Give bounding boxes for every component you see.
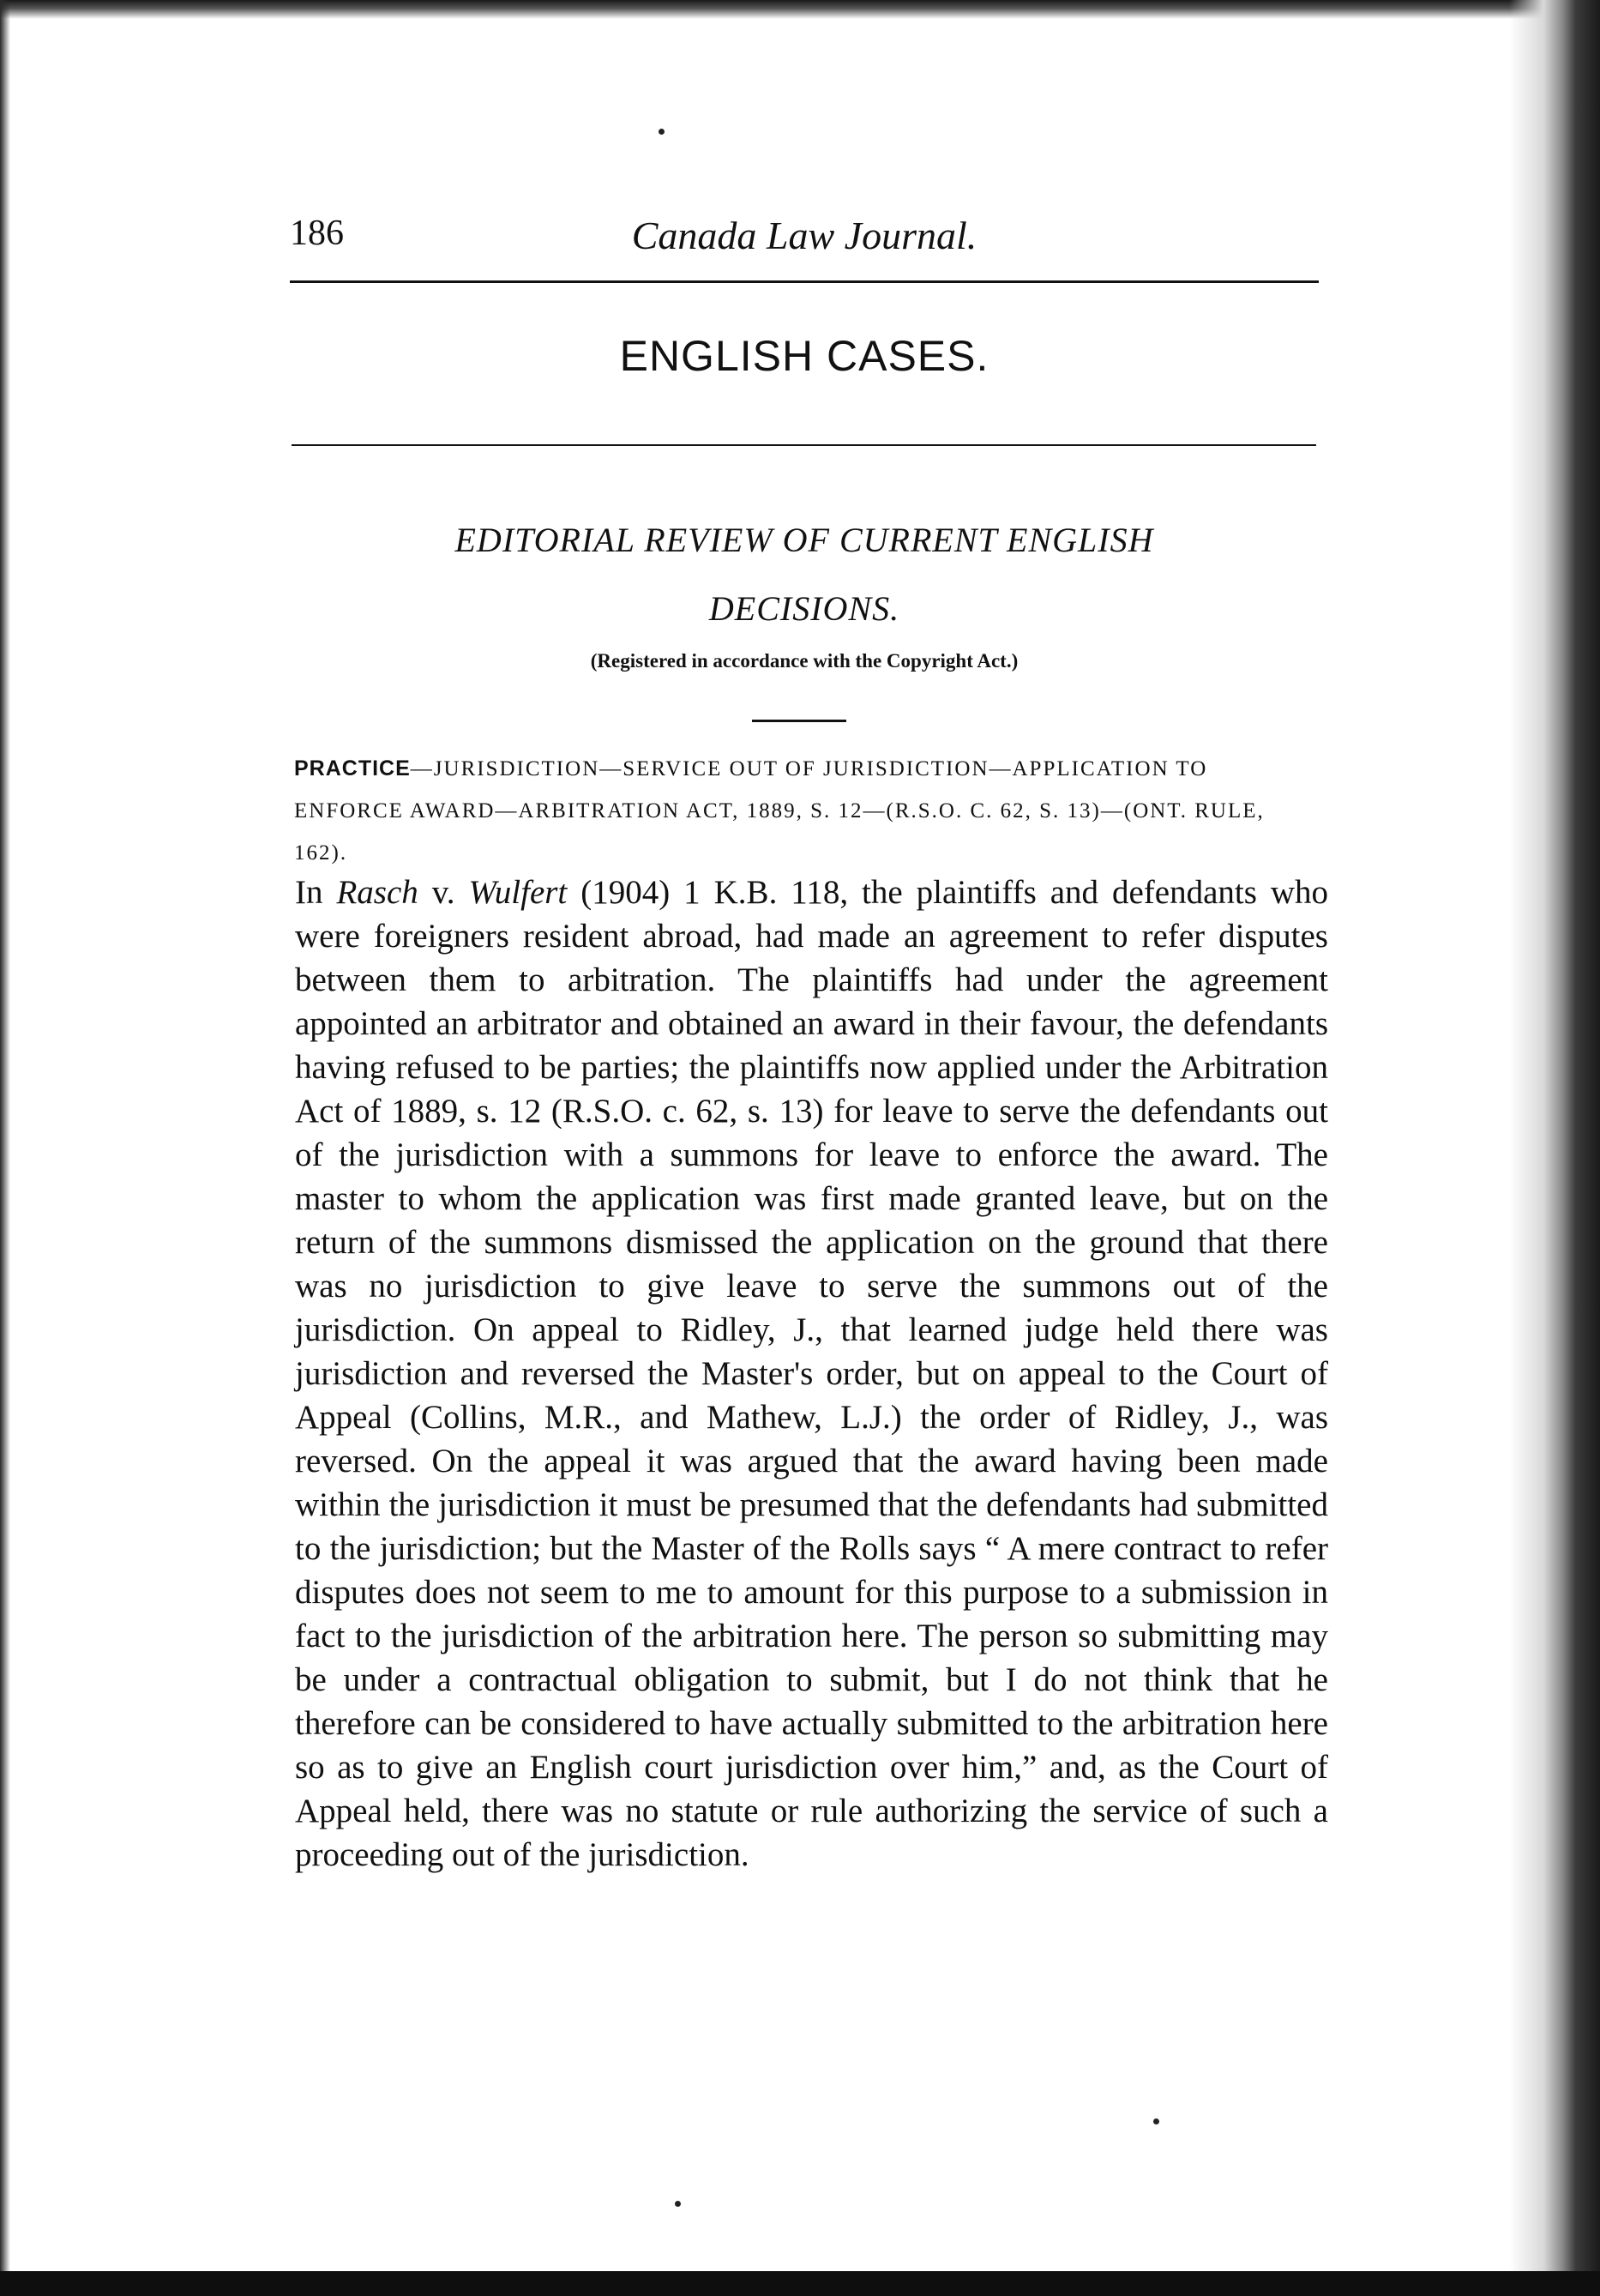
journal-title: Canada Law Journal. bbox=[631, 214, 977, 257]
editorial-title bbox=[290, 506, 1319, 643]
scan-speck bbox=[675, 2201, 681, 2207]
body-opening: In bbox=[295, 874, 323, 911]
editorial-title-line-1: EDITORIAL REVIEW OF CURRENT ENGLISH bbox=[454, 521, 1154, 559]
section-title: ENGLISH CASES. bbox=[619, 332, 989, 380]
headnote-lead: PRACTICE bbox=[294, 756, 411, 780]
header-rule bbox=[290, 280, 1319, 283]
case-plaintiff: Rasch bbox=[336, 874, 418, 911]
scan-speck bbox=[1153, 2118, 1159, 2124]
body-text: (1904) 1 K.B. 118, the plaintiffs and defendants who were foreigners resident abroad, had made an agreement to refer disputes between them to arbitration. The plaintiffs had under the agreement appointed an arbitrator and obtained an award in their favour, the defendants having refused to be parties; the plaintiffs now applied under the Arbitration Act of 1889, s. 12 (R.S.O. c. 62, s. 13) for leave to serve the defendants out of the jurisdiction with a summons for leave to enforce the award. The master to whom the application was first made granted leave, but on the return of the summons dismissed the application on the ground that there was no jurisdiction to give leave to serve the summons out of the jurisdiction. On appeal to Ridley, J., that learned judge held there was jurisdiction and reversed the Master's order, but on appeal to the Court of Appeal (Collins, M.R., and Mathew, L.J.) the order of Ridley, J., was reversed. On the appeal it was argued that the award having been made within the jurisdiction it must be presumed that the defendants had submitted to the jurisdiction; but the Master of the Rolls says “ A mere contract to refer disputes does not seem to me to amount for this purpose to a submission in fact to the jurisdiction of the arbitration here. The person so submitting may be under a contractual obligation to submit, but I do not think that he therefore can be considered to have actually submitted to the arbitration here so as to give an English court jurisdiction over him,” and, as the Court of Appeal held, there was no statute or rule authorizing the service of such a proceeding out of the jurisdiction. bbox=[295, 874, 1329, 1873]
running-head bbox=[290, 213, 1319, 273]
page-number: 186 bbox=[290, 214, 344, 253]
copyright-note: (Registered in accordance with the Copyright Act.) bbox=[590, 650, 1019, 672]
section-rule bbox=[292, 444, 1316, 446]
case-versus: v. bbox=[431, 874, 455, 911]
scan-speck bbox=[659, 129, 665, 135]
short-rule bbox=[752, 720, 846, 722]
headnote-text: —JURISDICTION—SERVICE OUT OF JURISDICTION—APPLICATION TO ENFORCE AWARD—ARBITRATION ACT, 1889, S. 12—(R.S.O. C. 62, S. 13)—(ONT. RULE, 162). bbox=[294, 757, 1265, 865]
body-paragraph bbox=[295, 871, 1328, 1877]
headnote bbox=[294, 748, 1320, 874]
case-defendant: Wulfert bbox=[468, 874, 568, 911]
editorial-title-line-2: DECISIONS. bbox=[708, 589, 900, 628]
